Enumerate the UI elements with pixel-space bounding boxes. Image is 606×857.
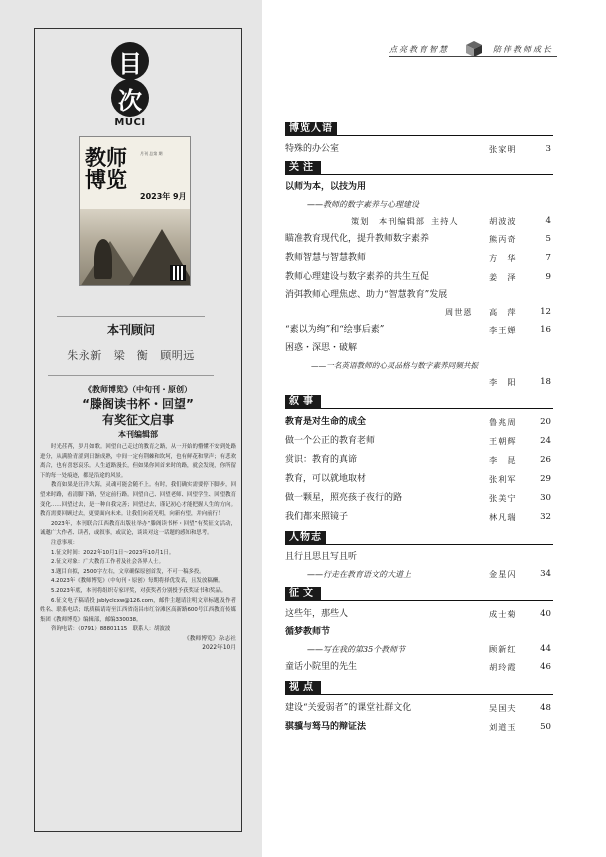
toc-entry[interactable] xyxy=(285,179,553,196)
section-header xyxy=(285,681,553,695)
section-header xyxy=(285,161,553,175)
entry-page: 3 xyxy=(545,144,551,154)
section-label-zhengwen: 征文 xyxy=(285,587,321,601)
entry-author: 张美宁 xyxy=(489,493,517,503)
entry-subtitle: ——一名英语教师的心灵品格与数字素养同频共振 xyxy=(311,361,479,370)
entry-author: 姜 泽 xyxy=(489,272,517,282)
toc-entry-subtitle xyxy=(285,357,553,374)
cover-meta: 月刊 总第 期 xyxy=(140,151,163,156)
toc-entry-credits xyxy=(285,374,553,391)
entry-author: 刘道玉 xyxy=(489,722,517,732)
cover-issue: 2023年 9月 xyxy=(140,192,187,201)
notice-contact: 咨询电话：（0791）88801115 联系人：胡波波 xyxy=(51,626,171,633)
advisors-title: 本刊顾问 xyxy=(106,323,155,337)
magazine-cover[interactable] xyxy=(79,136,191,286)
toc-entry[interactable] xyxy=(285,508,553,527)
entry-author: 林凡瑞 xyxy=(489,512,517,522)
notice-header: 《教师博览》（中旬刊・原创） xyxy=(84,385,192,394)
cover-title: 教师博览 xyxy=(85,146,127,192)
entry-author: 高 萍 xyxy=(489,307,517,317)
tree-shape xyxy=(94,239,112,279)
toc-entry[interactable] xyxy=(285,230,553,249)
entry-page: 29 xyxy=(540,474,551,484)
entry-author: 熊丙奇 xyxy=(489,234,517,244)
entry-title: 我们都来照镜子 xyxy=(285,512,349,522)
toc-entry[interactable] xyxy=(285,658,553,677)
toc-entry[interactable] xyxy=(285,470,553,489)
entry-author: 方 华 xyxy=(489,253,517,263)
slogan-left: 点亮教育智慧 xyxy=(389,45,449,54)
notice-paragraph: 6.征文电子稿请投 jsblyclcxw@126.com，邮件主题请注明文章标题及作者姓名、联系电话；纸质稿请寄至江西省南昌市红谷滩区高新路600号江西教育传媒集团《教师博览》编辑部，邮编330038。 xyxy=(40,597,236,623)
notice-paragraph: 注意事项： xyxy=(51,539,78,546)
entry-page: 4 xyxy=(545,216,551,226)
section-label-renwuzhi: 人物志 xyxy=(285,531,326,545)
entry-page: 18 xyxy=(540,377,551,387)
entry-author: 李 昆 xyxy=(489,455,517,465)
entry-title: “素以为绚”和“绘事后素” xyxy=(285,325,385,335)
entry-title: 教师心理建设与数字素养的共生互促 xyxy=(285,272,430,282)
toc-entry[interactable] xyxy=(285,268,553,287)
mulu-char-2: 次 xyxy=(111,79,149,117)
notice-subtitle: 本刊编辑部 xyxy=(118,430,158,439)
entry-title: 教育是对生命的成全 xyxy=(285,417,367,427)
entry-title: 且行且思且写且听 xyxy=(285,552,358,562)
section-label-xushi: 叙事 xyxy=(285,395,321,409)
toc-entry[interactable] xyxy=(285,413,553,432)
table-of-contents xyxy=(285,122,553,737)
entry-title: 困惑・深思・破解 xyxy=(285,343,358,353)
toc-entry[interactable] xyxy=(285,432,553,451)
toc-entry[interactable] xyxy=(285,451,553,470)
entry-title: 特殊的办公室 xyxy=(285,144,340,154)
entry-title: 教师智慧与智慧教师 xyxy=(285,253,367,263)
entry-page: 46 xyxy=(540,662,551,672)
section-label-shidian: 视点 xyxy=(285,681,321,695)
qr-code-icon xyxy=(170,265,186,281)
entry-author: 周世恩 xyxy=(445,307,473,317)
notice-paragraph: 教育如果是汪洋大海，灵魂可能会随不上。有时，我们确实需要停下脚步，回望来时路，看清脚下路，坚定前行路。回望自己、回望老师、回望学生、回望教育变化……回望过去，是一种自我完善；回望过去，谨记初心才能把握人生的方向。教育需要回顾过去，更要面向未来。让我们向着光明，向新有望，并向前行！ xyxy=(40,482,236,518)
section-header xyxy=(285,587,553,601)
entry-title: 建设“关爱弱者”的课堂社群文化 xyxy=(285,703,412,713)
toc-entry-subtitle xyxy=(285,641,553,658)
notice-paragraph: 1.征文时间：2022年10月1日～2023年10月1日。 xyxy=(51,549,175,556)
toc-entry[interactable] xyxy=(285,321,553,340)
toc-entry-subtitle xyxy=(285,566,553,583)
entry-title: 以师为本，以技为用 xyxy=(285,182,367,192)
entry-title: 教育，可以就地取材 xyxy=(285,474,367,484)
toc-entry[interactable] xyxy=(285,624,553,641)
slogan-right: 陪伴教师成长 xyxy=(493,45,553,54)
toc-entry-subtitle xyxy=(285,196,553,213)
entry-author: 金星闪 xyxy=(489,569,517,579)
entry-title: 做一颗星，照亮孩子夜行的路 xyxy=(285,493,403,503)
entry-title: 这些年，那些人 xyxy=(285,609,349,619)
entry-page: 12 xyxy=(540,307,551,317)
entry-page: 20 xyxy=(540,417,551,427)
entry-author: 顾新红 xyxy=(489,644,517,654)
divider xyxy=(48,375,214,376)
toc-entry[interactable] xyxy=(285,549,553,566)
entry-page: 7 xyxy=(545,253,551,263)
entry-author: 胡波波 xyxy=(489,216,517,226)
section-header xyxy=(285,395,553,409)
advisor-name: 朱永新 xyxy=(67,349,102,362)
entry-title: 童话小院里的先生 xyxy=(285,662,358,672)
entry-title: 循梦教师节 xyxy=(285,627,331,637)
entry-page: 40 xyxy=(540,609,551,619)
entry-title: 瞄准教育现代化，提升教师数字素养 xyxy=(285,234,430,244)
entry-page: 24 xyxy=(540,436,551,446)
entry-author: 鲁兆周 xyxy=(489,417,517,427)
toc-entry[interactable] xyxy=(285,489,553,508)
notice-date: 2022年10月 xyxy=(202,645,236,652)
entry-author: 张利军 xyxy=(489,474,517,484)
entry-author: 胡玲霞 xyxy=(489,662,517,672)
toc-entry[interactable] xyxy=(285,287,553,304)
entry-author: 张家明 xyxy=(489,144,517,154)
advisor-name: 梁 衡 xyxy=(113,349,149,362)
entry-author: 李王婵 xyxy=(489,325,517,335)
entry-page: 50 xyxy=(540,722,551,732)
entry-title: 做一个公正的教育老师 xyxy=(285,436,376,446)
entry-title: 骐骥与驽马的辩证法 xyxy=(285,722,367,732)
toc-entry[interactable] xyxy=(285,140,553,159)
divider xyxy=(57,316,205,317)
notice-paragraph: 5.2023年底，本刊将组织专家评奖，对获奖者分别授予获奖证书和奖品。 xyxy=(51,587,227,594)
toc-entry[interactable] xyxy=(285,718,553,737)
credit-host: 主持人 xyxy=(431,216,459,226)
entry-title: 消弭教师心理焦虑、助力“智慧教育”发展 xyxy=(285,290,448,300)
notice-paragraph: 4.2023年《教师博览》（中旬刊・原创）每期将择优发表，且发放稿酬。 xyxy=(51,578,224,585)
toc-entry-credits xyxy=(285,213,553,230)
notice-body xyxy=(40,443,236,635)
toc-entry[interactable] xyxy=(285,699,553,718)
notice-title-line1: “滕阁读书杯・回望” xyxy=(82,397,194,411)
section-header xyxy=(285,122,553,136)
notice-paragraph: 3.题目自拟，2500字左右，文章确保原创首发，不可一稿多投。 xyxy=(51,568,205,575)
header-rule xyxy=(389,56,557,57)
entry-author: 成士菊 xyxy=(489,609,517,619)
notice-paragraph: 2.征文对象：广大教育工作者及社会各界人士。 xyxy=(51,559,164,566)
entry-page: 26 xyxy=(540,455,551,465)
section-label-guanzhu: 关注 xyxy=(285,161,321,175)
entry-page: 9 xyxy=(545,272,551,282)
entry-page: 32 xyxy=(540,512,551,522)
notice-paragraph: 时光荏苒，岁月如歌。回望自己走过的教育之路，从一开始的懵懂不安到处路进分，从满脸青涩到日渐成熟，中间一定有荆棘和坎坷，也有鲜花和掌声；有悲欢离合，也有喜怒哀乐。人生道路漫长，但如果你回首来时的路，就会发现，你所留下的每一处痕迹，都是沿途的风景。 xyxy=(40,444,236,479)
entry-author: 王朝辉 xyxy=(489,436,517,446)
notice-title-line2: 有奖征文启事 xyxy=(101,413,174,427)
toc-entry[interactable] xyxy=(285,340,553,357)
entry-subtitle: ——教师的数字素养与心理建设 xyxy=(307,200,419,209)
entry-author: 吴国夫 xyxy=(489,703,517,713)
entry-title: 赏识：教育的真谛 xyxy=(285,455,358,465)
notice-paragraph: 2023年，本刊联合江西教育出版社举办“滕阁读书杯・回望”有奖征文活动，诚邀广大作者、读者，或叙事，或议论，谈谈对这一话题的感知和思考。 xyxy=(40,520,236,537)
entry-subtitle: ——行走在教育语文的大道上 xyxy=(307,570,411,579)
toc-entry-credits xyxy=(285,304,553,321)
cover-artwork xyxy=(80,209,191,286)
toc-entry[interactable] xyxy=(285,249,553,268)
advisor-name: 顾明远 xyxy=(160,349,195,362)
entry-page: 30 xyxy=(540,493,551,503)
mulu-char-1: 目 xyxy=(111,42,149,80)
entry-page: 34 xyxy=(540,569,551,579)
section-header xyxy=(285,531,553,545)
entry-subtitle: ——写在我的第35个教师节 xyxy=(307,645,406,654)
essay-notice xyxy=(40,384,236,654)
toc-entry[interactable] xyxy=(285,605,553,624)
entry-page: 44 xyxy=(540,644,551,654)
entry-page: 5 xyxy=(545,234,551,244)
notice-signature: 《教师博览》杂志社 xyxy=(183,635,236,642)
entry-page: 48 xyxy=(540,703,551,713)
muci-label: MUCI xyxy=(114,117,146,128)
entry-author: 李 阳 xyxy=(489,377,517,387)
advisors-list xyxy=(0,347,262,363)
section-label-bolan: 博览人语 xyxy=(285,122,337,136)
credit-editor: 本刊编辑部 xyxy=(379,216,425,226)
credit-role: 策划 xyxy=(351,216,370,226)
entry-page: 16 xyxy=(540,325,551,335)
